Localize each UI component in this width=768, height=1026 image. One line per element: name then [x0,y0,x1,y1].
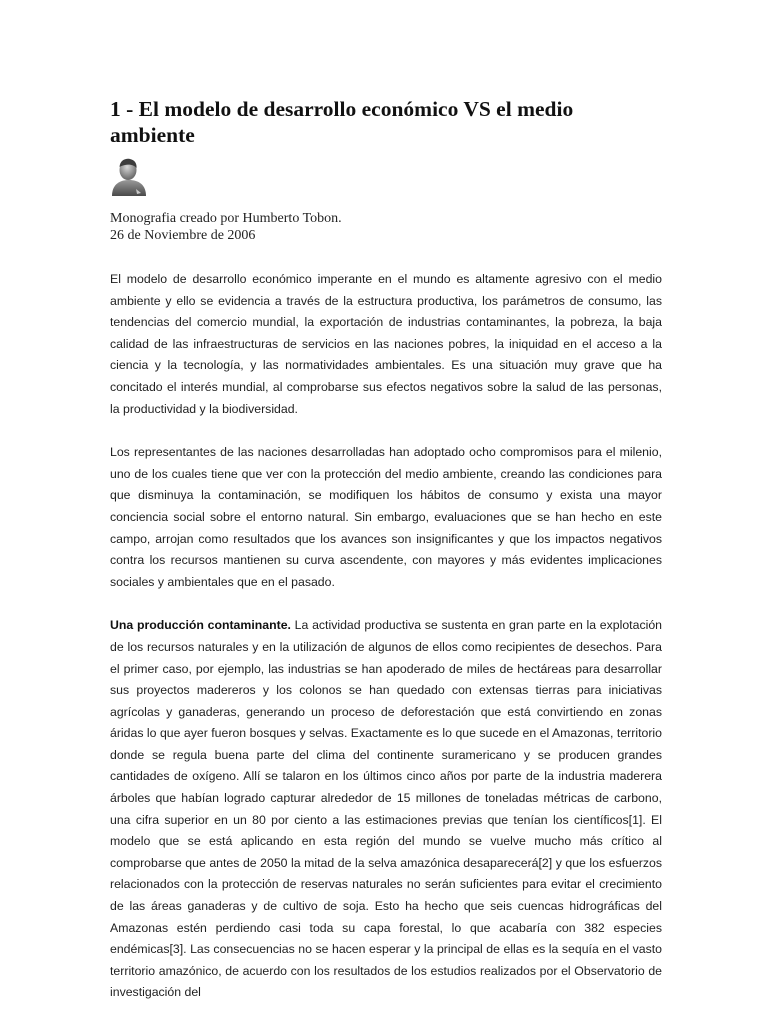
publish-date: 26 de Noviembre de 2006 [110,228,256,243]
paragraph-text: Los representantes de las naciones desarrolladas han adoptado ocho compromisos para el milenio, uno de los cuales tiene que ver con la protección del medio ambiente, creando las condiciones para que disminuya la contaminación, se modifiquen los hábitos de consumo y exista una mayor conciencia social sobre el entorno natural. Sin embargo, evaluaciones que se han hecho en este campo, arrojan como resultados que los avances son insignificantes y que los impactos negativos contra los recursos mantienen su curva ascendente, con mayores y más evidentes implicaciones sociales y ambientales que en el pasado. [110,445,662,589]
document-meta [110,210,662,244]
document-title: 1 - El modelo de desarrollo económico VS el medio ambiente [110,97,574,147]
paragraph [110,615,662,1004]
paragraph [110,442,662,593]
section-lead-heading: Una producción contaminante. [110,618,291,633]
paragraph [110,269,662,420]
paragraph-text: La actividad productiva se sustenta en gran parte en la explotación de los recursos naturales y en la utilización de algunos de ellos como recipientes de desechos. Para el primer caso, por ejemplo, las industrias se han apoderado de miles de hectáreas para desarrollar sus proyectos madereros y los colonos se han quedado con extensas tierras para iniciativas agrícolas y ganaderas, generando un proceso de deforestación que está convirtiendo en zonas áridas lo que ayer fueron bosques y selvas. Exactamente es lo que sucede en el Amazonas, territorio donde se regula buena parte del clima del continente suramericano y se producen grandes cantidades de oxígeno. Allí se talaron en los últimos cinco años por parte de la industria maderera árboles que habían logrado capturar alrededor de 15 millones de toneladas métricas de carbono, una cifra superior en un 80 por ciento a las estimaciones previas que tenían los científicos[1]. El modelo que se está aplicando en esta región del mundo se vuelve mucho más crítico al comprobarse que antes de 2050 la mitad de la selva amazónica desaparecerá[2] y que los esfuerzos relacionados con la protección de reservas naturales no serán suficientes para evitar el crecimiento de las áreas ganaderas y de cultivo de soja. Esto ha hecho que seis cuencas hidrográficas del Amazonas estén perdiendo casi toda su capa forestal, lo que acabaría con 382 especies endémicas[3]. Las consecuencias no se hacen esperar y la principal de ellas es la sequía en el vasto territorio amazónico, de acuerdo con los resultados de los estudios realizados por el Observatorio de investigación del [110,618,662,1000]
article-body [110,269,662,1004]
document-page [110,96,662,1026]
paragraph-text: El modelo de desarrollo económico imperante en el mundo es altamente agresivo con el medio ambiente y ello se evidencia a través de la estructura productiva, los parámetros de consumo, las tendencias del comercio mundial, la exportación de industrias contaminantes, la pobreza, la baja calidad de las infraestructuras de servicios en las naciones pobres, la iniquidad en el acceso a la ciencia y la tecnología, y las normatividades ambientales. Es una situación muy grave que ha concitado el interés mundial, al comprobarse sus efectos negativos sobre la salud de las personas, la productividad y la biodiversidad. [110,272,662,416]
user-avatar-icon [110,156,148,196]
byline: Monografia creado por Humberto Tobon. [110,211,342,226]
